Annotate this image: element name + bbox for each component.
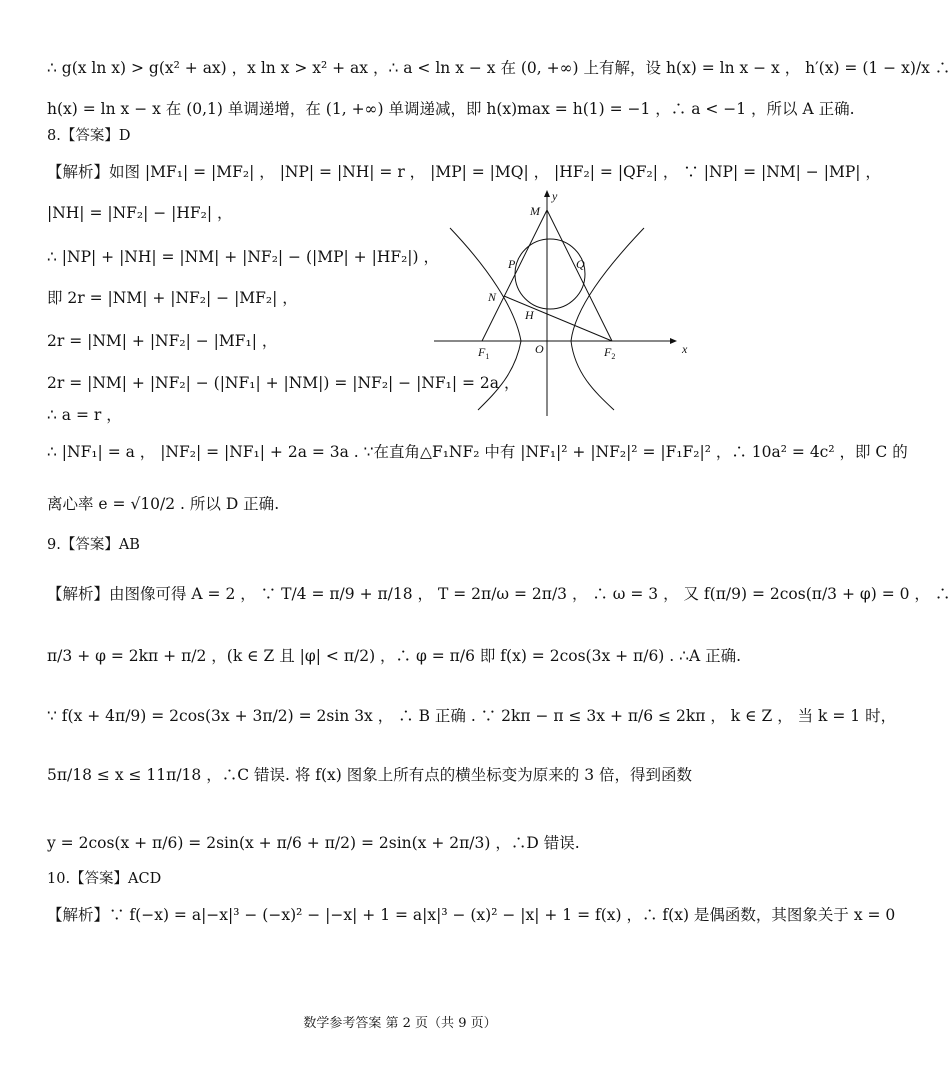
hyperbola-left-branch — [450, 228, 521, 410]
text-line-6: ∴ |NP| + |NH| = |NM| + |NF₂| − (|MP| + |HF₂|) ， — [47, 248, 440, 266]
text-line-10: ∴ a = r ， — [47, 406, 122, 424]
label-q: Q — [576, 257, 585, 271]
label-f1: $F_1$ — [478, 345, 490, 361]
text-line-8: 2r = |NM| + |NF₂| − |MF₁| ， — [47, 332, 278, 350]
text-line-16: ∵ f(x + 4π/9) = 2cos(3x + 3π/2) = 2sin 3x ， ∴ B 正确 . ∵ 2kπ − π ≤ 3x + π/6 ≤ 2kπ ， k ∈ Z ， 当 k = 1 时， — [47, 707, 897, 725]
label-n: N — [488, 290, 497, 304]
label-p: P — [508, 257, 516, 271]
text-line-12: 离心率 e = √10/2 . 所以 D 正确. — [47, 495, 280, 513]
text-line-18: y = 2cos(x + π/6) = 2sin(x + π/6 + π/2) = 2sin(x + 2π/3) ，∴D 错误. — [47, 834, 580, 852]
text-line-9: 2r = |NM| + |NF₂| − (|NF₁| + |NM|) = |NF₂| − |NF₁| = 2a ， — [47, 374, 520, 392]
x-axis-arrow — [670, 338, 677, 344]
label-m: M — [530, 204, 540, 218]
text-line-11: ∴ |NF₁| = a ， |NF₂| = |NF₁| + 2a = 3a . ∵在直角△F₁NF₂ 中有 |NF₁|² + |NF₂|² = |F₁F₂|² ，∴ 10a² = 4c² ，即 C 的 — [47, 443, 908, 461]
incircle — [515, 239, 585, 309]
label-x: x — [682, 342, 688, 356]
answer-9-heading: 9.【答案】AB — [47, 537, 140, 553]
text-line-14: 【解析】由图像可得 A = 2 ， ∵ T/4 = π/9 + π/18 ， T = 2π/ω = 2π/3 ， ∴ ω = 3 ， 又 f(π/9) = 2cos(π/3 + φ) = 0 ， ∴ — [47, 585, 950, 603]
label-o: O — [535, 342, 544, 356]
label-h: H — [525, 308, 534, 322]
answer-8-heading: 8.【答案】D — [47, 128, 131, 144]
label-f2: $F_2$ — [604, 345, 616, 361]
text-line-17: 5π/18 ≤ x ≤ 11π/18 ，∴C 错误. 将 f(x) 图象上所有点的横坐标变为原来的 3 倍，得到函数 — [47, 766, 692, 784]
text-line-15: π/3 + φ = 2kπ + π/2 ，(k ∈ Z 且 |φ| < π/2) ，∴ φ = π/6 即 f(x) = 2cos(3x + π/6) . ∴A 正确. — [47, 647, 742, 665]
segment-nf2 — [504, 296, 612, 341]
hyperbola-figure — [430, 188, 700, 423]
text-line-7: 即 2r = |NM| + |NF₂| − |MF₂| ， — [47, 289, 298, 307]
text-line-2: h(x) = ln x − x 在 (0,1) 单调递增，在 (1, +∞) 单调递减，即 h(x)max = h(1) = −1 ，∴ a < −1 ，所以 A 正确. — [47, 100, 855, 118]
y-axis-arrow — [544, 190, 550, 197]
text-line-1: ∴ g(x ln x) > g(x² + ax) ，x ln x > x² + ax ，∴ a < ln x − x 在 (0, +∞) 上有解，设 h(x) = ln x − x ， h′(x) = (1 − x)/x ∴ — [47, 59, 950, 77]
text-line-20: 【解析】∵ f(−x) = a|−x|³ − (−x)² − |−x| + 1 = a|x|³ − (x)² − |x| + 1 = f(x) ，∴ f(x) 是偶函数，其图象关于 x = 0 — [47, 906, 896, 924]
answer-10-heading: 10.【答案】ACD — [47, 871, 162, 887]
text-line-5: |NH| = |NF₂| − |HF₂| ， — [47, 204, 233, 222]
hyperbola-right-branch — [571, 228, 644, 410]
label-y: y — [552, 189, 558, 203]
text-line-4: 【解析】如图 |MF₁| = |MF₂| ， |NP| = |NH| = r ， |MP| = |MQ| ， |HF₂| = |QF₂| ， ∵ |NP| = |NM| − |MP| ， — [47, 163, 881, 181]
page-footer: 数学参考答案 第 2 页（共 9 页） — [303, 1016, 497, 1031]
